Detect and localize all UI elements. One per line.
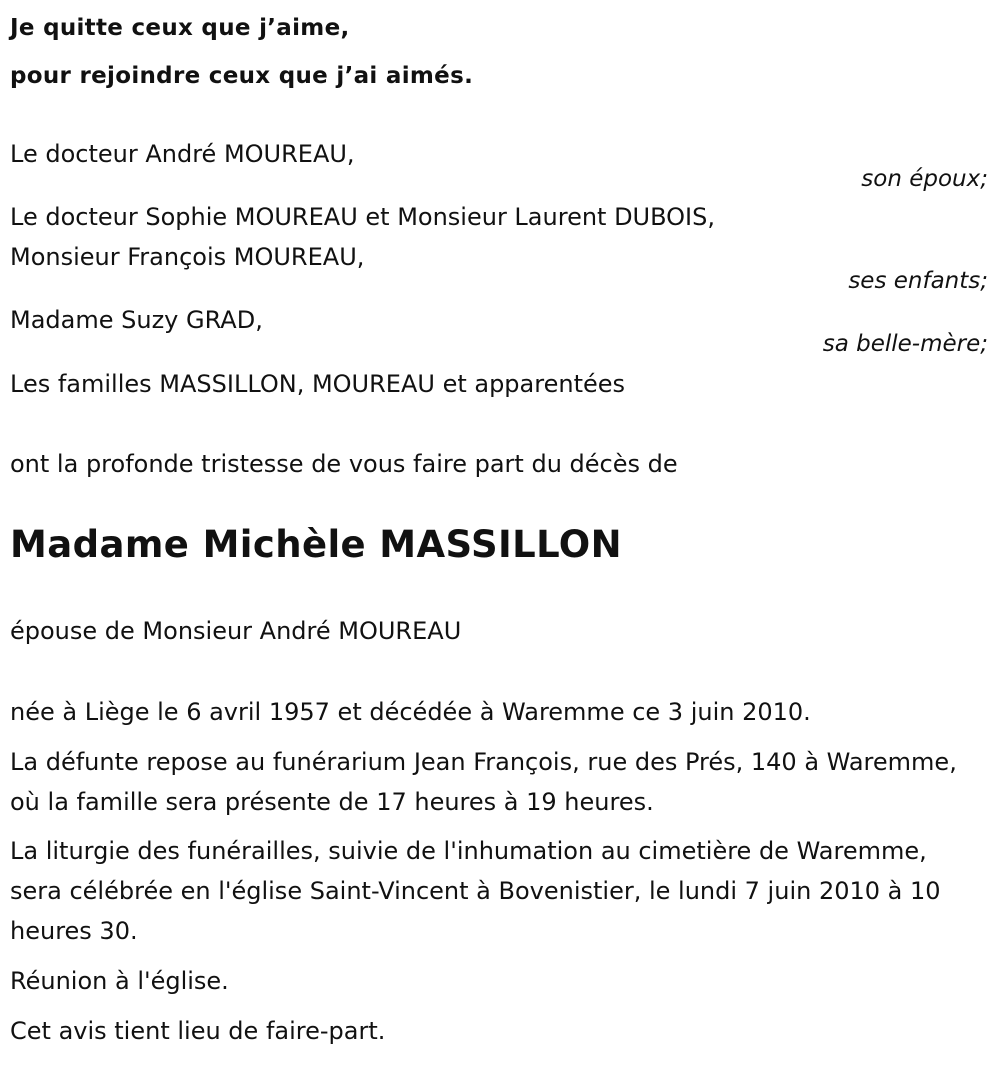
announcement: ont la profonde tristesse de vous faire part du décès de <box>10 450 678 478</box>
child-1: Le docteur Sophie MOUREAU et Monsieur Laurent DUBOIS, <box>10 203 715 231</box>
spouse-name: Le docteur André MOUREAU, <box>10 140 355 168</box>
funerarium-info: La défunte repose au funérarium Jean François, rue des Prés, 140 à Waremme, où la famille sera présente de 17 heures à 19 heures. <box>10 748 957 816</box>
child-2: Monsieur François MOUREAU, <box>10 243 365 271</box>
children-role: ses enfants; <box>848 268 988 294</box>
deceased-name: Madame Michèle MASSILLON <box>10 523 623 566</box>
notice-info: Cet avis tient lieu de faire-part. <box>10 1017 386 1045</box>
birth-death: née à Liège le 6 avril 1957 et décédée à Waremme ce 3 juin 2010. <box>10 698 811 726</box>
epigraph-line-1: Je quitte ceux que j’aime, <box>10 15 350 41</box>
related-families: Les familles MASSILLON, MOUREAU et apparentées <box>10 370 626 398</box>
spouse-of: épouse de Monsieur André MOUREAU <box>10 617 462 645</box>
mother-in-law-role: sa belle-mère; <box>822 331 988 357</box>
spouse-role: son époux; <box>861 166 988 192</box>
mother-in-law: Madame Suzy GRAD, <box>10 306 263 334</box>
epigraph-line-2: pour rejoindre ceux que j’ai aimés. <box>10 63 474 89</box>
reunion-info: Réunion à l'église. <box>10 967 229 995</box>
liturgy-info: La liturgie des funérailles, suivie de l'inhumation au cimetière de Waremme, sera célébrée en l'église Saint-Vincent à Bovenistier, le lundi 7 juin 2010 à 10 heures 30. <box>10 837 941 945</box>
